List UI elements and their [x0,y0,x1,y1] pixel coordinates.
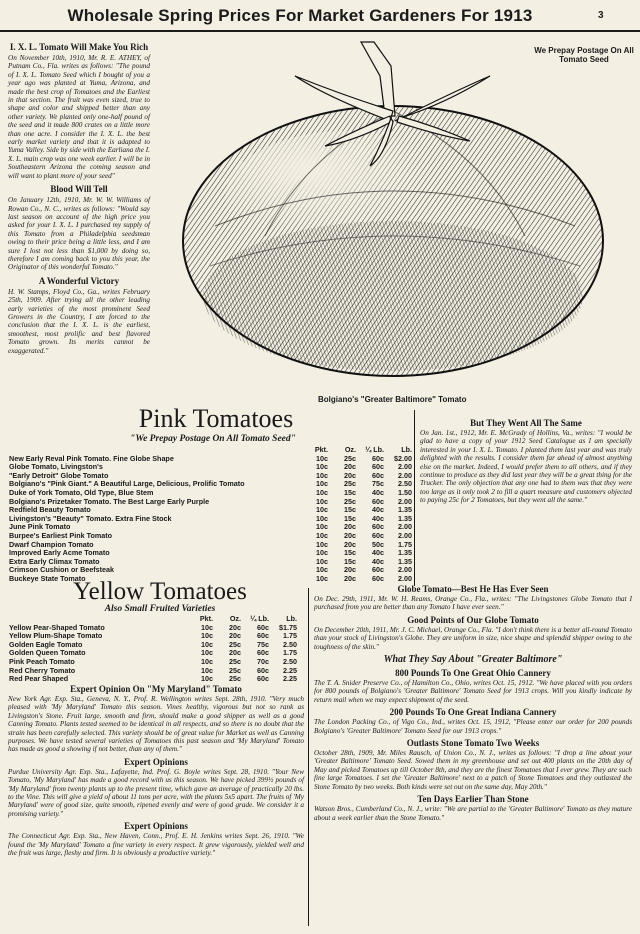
price-cell: 2.50 [283,656,297,666]
price-cell: 25c [229,674,241,684]
price-cell: 2.00 [398,530,412,540]
variety-name: Improved Early Acme Tomato [9,548,110,558]
price-cell: 40c [372,548,384,558]
price-cell: 10c [201,674,213,684]
price-cell: 1.50 [398,487,412,497]
header-rule [0,30,640,32]
price-cell: 2.25 [283,665,297,675]
price-cell: 25c [344,496,356,506]
price-cell: 60c [257,674,269,684]
variety-name: Bolgiano's "Pink Giant." A Beautiful Large, Delicious, Prolific Tomato [9,479,245,489]
indiana-text: The London Packing Co., of Vigo Co., Ind., writes Oct. 15, 1912, "Please enter our order for 200 pounds Bolgiano's 'Greater Baltimore' Tomato Seed for our 1913 crops." [314,718,632,735]
tendays-heading: Ten Days Earlier Than Stone [417,794,529,805]
price-cell: 10c [316,573,328,583]
price-cell: 20c [344,522,356,532]
price-cell: 1.35 [398,505,412,515]
price-cell: 10c [316,453,328,463]
price-cell: 20c [229,631,241,641]
price-cell: 10c [316,496,328,506]
price-cell: 10c [201,639,213,649]
price-cell: 20c [229,622,241,632]
yellow-column-header: ¼ Lb. [250,614,269,623]
price-cell: 20c [344,565,356,575]
yellow-column-header: Oz. [229,614,241,623]
ohio-text: The T. A. Snider Preserve Co., of Hamilton Co., Ohio, writes Oct. 15, 1912. "We have placed with you orders for 800 pounds of Bolgiano's 'Greater Baltimore' Tomato Seed for 1913 crops. Will you kindly indicate by return mail when we may expect shipment of the seed. [314,679,632,704]
blood-heading: Blood Will Tell [50,184,108,195]
price-cell: 2.00 [398,462,412,472]
price-cell: 10c [201,665,213,675]
maryland-text: New York Agr. Exp. Sta., Geneva, N. Y., Prof. R. Wellington writes Sept. 28th, 1910. "Very much pleased with 'My Maryland' Tomato this season. Vines healthy, vigorous but not so rank as Livingston's Stone. Fruit large, smooth and firm, should make a good shipper as well as a good Canning Tomato. Plants tested seemed to be identical in all respects, and so there is no doubt that the strain has been carefully selected. This variety should be of great value for Market as well as Canning purposes. We have tested several varieties of Tomatoes this past season and 'My Maryland' Tomato has made as good a showing if not better, than any of them." [8,695,304,754]
outlasts-heading: Outlasts Stone Tomato Two Weeks [406,738,540,749]
variety-name: Bolgiano's Prizetaker Tomato. The Best Large Early Purple [9,496,210,506]
left-testimonials [8,42,150,355]
tomato-illustration [155,36,633,401]
price-cell: 60c [372,470,384,480]
ixl-text: On November 10th, 1910, Mr. R. E. ATHEY, of Putnam Co., Fla. writes as follows: "The pound of I. X. L. Tomato Seed which I bought of you a year ago was planted at Yuma, Arizona, and made the best crop of Tomatoes and the Earliest in that section. The fruit was even sized, true to shape and color and shipped better than any other variety. We planted only one-half pound of the seed and it made 800 crates on a little more than one acre. I consider the I. X. L. the best early market variety and that it is adapted to Yuma Valley. Side by side with the Earliana the I. X. L. main crop was one week earlier. I will be in Southeastern Arizona the coming season and will want to plant more of your seed" [8,54,150,180]
price-cell: 20c [229,648,241,658]
price-cell: 1.35 [398,513,412,523]
indiana-heading: 200 Pounds To One Great Indiana Cannery [389,707,557,718]
price-cell: 70c [257,656,269,666]
outlasts-text: October 28th, 1909, Mr. Miles Rausch, of Union Co., N. J., writes as follows: "I drop a line about your 'Greater Baltimore' Tomato Seed. Sowed them in my greenhouse and set out 400 plants on the 20th day of May and picked Tomatoes up till October 8th, and they are the finest Tomatoes that I ever grew. They are such fine large Tomatoes. I set the 'Greater Baltimore' next to a patch of Stone Tomatoes and they outlasted the Stone Tomato by two weeks. Both kinds were set out on the same day, May 20th." [314,749,632,791]
expert2-heading: Expert Opinions [124,821,188,832]
variety-name: June Pink Tomato [9,522,71,532]
price-cell: 2.00 [398,496,412,506]
pink-column-header: Lb. [401,445,412,454]
price-cell: $2.00 [394,453,412,463]
price-cell: 25c [344,479,356,489]
price-cell: 10c [316,505,328,515]
went-text: On Jan. 1st., 1912, Mr. E. McGrady of Hollins, Va., writes: "I would be glad to have a copy of your 1912 Seed Catalogue as I am specially interested in your I. X. L. Tomato. I planted them last year and was truly delighted with the results. I consider them far ahead of almost anything else on the market. Indeed, I would prefer them to all others, and if they continue to produce as they did last year they will be a great thing for the Trucker. The only objection that any one had to them was that they were too large as it only took 2 to fill a quart measure and customers objected to paying 25c for 2 Tomatoes, but they went all the same." [420,429,632,505]
price-cell: 20c [344,470,356,480]
price-cell: 60c [257,665,269,675]
pink-price-table [8,446,413,584]
right-testimonials [314,584,632,822]
price-cell: 10c [316,565,328,575]
price-cell: 10c [201,631,213,641]
price-cell: 2.00 [398,573,412,583]
variety-name: New Early Reval Pink Tomato. Fine Globe Shape [9,453,174,463]
price-cell: 10c [316,470,328,480]
price-cell: 15c [344,505,356,515]
price-cell: 10c [316,462,328,472]
price-cell: 2.00 [398,522,412,532]
price-cell: 10c [201,648,213,658]
globe-heading: Globe Tomato—Best He Has Ever Seen [397,584,549,594]
price-cell: 75c [257,639,269,649]
price-cell: 2.50 [283,639,297,649]
maryland-heading: Expert Opinion On "My Maryland" Tomato [70,684,242,694]
variety-name: Red Cherry Tomato [9,665,76,675]
price-cell: 20c [344,573,356,583]
price-cell: 60c [257,648,269,658]
price-cell: 40c [372,513,384,523]
prepay-note: We Prepay Postage On All Tomato Seed [534,46,634,64]
price-cell: 40c [372,505,384,515]
price-cell: 10c [316,522,328,532]
victory-text: H. W. Stamps, Floyd Co., Ga., writes February 25th, 1909. After trying all the other leading early varieties of the most prominent Seed Growers in the Country, I am forced to the conclusion that the I. X. L. is the earliest, smoothest, most prolific and best flavored Tomato grown. Its merits cannot be exaggerated." [8,287,150,355]
variety-name: Golden Eagle Tomato [9,639,83,649]
tendays-text: Watson Bros., Cumberland Co., N. J., write: "We are partial to the 'Greater Baltimore' Tomato as they mature about a week earlier than the Stone Tomato." [314,805,632,822]
yellow-price-table [8,615,298,684]
column-divider-lower [308,588,309,926]
price-cell: 10c [201,656,213,666]
pink-column-header: Oz. [344,445,356,454]
ohio-heading: 800 Pounds To One Great Ohio Cannery [395,668,551,679]
say-heading: What They Say About "Greater Baltimore" [383,654,563,666]
illustration-caption: Bolgiano's "Greater Baltimore" Tomato [318,395,467,404]
expert-opinions [8,684,304,858]
expert1-text: Purdue University Agr. Exp. Sta., Lafayette, Ind. Prof. G. Boyle writes Sept. 28, 1910. "Your New Tomato, 'My Maryland' has made a good record with us this season. We have picked 399½ pounds of 'My Maryland' from twenty plants up to the present time, which gave an average of practically 20 lbs. to the Vine. This will give a yield of about 11 tons per acre, with the plants 5x5 apart. The fruits of 'My Maryland' were of good size, quite smooth, ripened evenly and were of good grade. We consider it a promising variety." [8,767,304,818]
variety-name: Dwarf Champion Tomato [9,539,94,549]
yellow-subtitle: Also Small Fruited Varieties [104,604,216,614]
price-cell: 40c [372,556,384,566]
variety-name: Buckeye State Tomato [9,573,86,583]
expert2-text: The Connecticut Agr. Exp. Sta., New Haven, Conn., Prof. E. H. Jenkins writes Sept. 26, 1910. "We found the 'My Maryland' Tomato a fine variety in every respect. It grew vigorously, yielded well and the fruit was large, fleshy and firm. It is obviously a productive variety." [8,832,304,858]
table-row [8,675,298,684]
yellow-title: Yellow Tomatoes [73,578,247,605]
price-cell: 20c [344,539,356,549]
pink-column-header: ¼ Lb. [365,445,384,454]
went-heading: But They Went All The Same [470,418,582,428]
price-cell: 60c [372,462,384,472]
price-cell: 10c [201,622,213,632]
variety-name: Globe Tomato, Livingston's [9,462,103,472]
price-cell: 60c [372,496,384,506]
variety-name: Yellow Pear-Shaped Tomato [9,622,105,632]
price-cell: 25c [229,656,241,666]
price-cell: 1.35 [398,548,412,558]
yellow-column-header: Pkt. [199,614,213,623]
page-title: Wholesale Spring Prices For Market Gardeners For 1913 [67,6,533,25]
pink-column-header: Pkt. [314,445,328,454]
price-cell: 1.35 [398,556,412,566]
price-cell: 60c [372,522,384,532]
price-cell: 2.00 [398,565,412,575]
variety-name: "Early Detroit" Globe Tomato [9,470,109,480]
price-cell: 10c [316,539,328,549]
pink-title: Pink Tomatoes [138,404,294,433]
price-cell: 10c [316,513,328,523]
pink-subtitle: "We Prepay Postage On All Tomato Seed" [130,434,296,444]
went-block [420,418,632,505]
variety-name: Crimson Cushion or Beefsteak [9,565,115,575]
price-cell: 60c [372,565,384,575]
variety-name: Pink Peach Tomato [9,656,75,666]
variety-name: Yellow Plum-Shape Tomato [9,631,103,641]
price-cell: 1.75 [283,648,297,658]
price-cell: 2.50 [398,479,412,489]
price-cell: 1.75 [283,631,297,641]
points-heading: Good Points of Our Globe Tomato [407,614,539,625]
variety-name: Red Pear Shaped [9,674,69,684]
price-cell: 50c [372,539,384,549]
variety-name: Extra Early Climax Tomato [9,556,100,566]
price-cell: 10c [316,530,328,540]
variety-name: Burpee's Earliest Pink Tomato [9,530,113,540]
price-cell: 15c [344,487,356,497]
ixl-heading: I. X. L. Tomato Will Make You Rich [9,42,149,52]
price-cell: 20c [344,462,356,472]
price-cell: 40c [372,487,384,497]
price-cell: 15c [344,548,356,558]
price-cell: 20c [344,530,356,540]
column-divider-upper [414,410,415,586]
price-cell: $1.75 [279,622,297,632]
blood-text: On January 12th, 1910, Mr. W. W. Williams of Rowan Co., N. C., writes as follows: "Would say last season on account of the high price you asked for your I. X. L. I purchased my supply of this Tomato from a Philadelphia seedsman owing to their price being a little less, and I am sure I lost not less than $1,000 by doing so, therefore I am coming back to you this year, the Originator of this wonderful Tomato." [8,196,150,272]
price-cell: 60c [372,530,384,540]
variety-name: Redfield Beauty Tomato [9,505,91,515]
victory-heading: A Wonderful Victory [38,275,120,286]
variety-name: Duke of York Tomato, Old Type, Blue Stem [9,487,154,497]
price-cell: 2.00 [398,470,412,480]
expert1-heading: Expert Opinions [124,756,188,767]
price-cell: 2.25 [283,674,297,684]
price-cell: 25c [344,453,356,463]
page-number: 3 [598,10,604,21]
price-cell: 10c [316,479,328,489]
price-cell: 15c [344,556,356,566]
price-cell: 60c [372,573,384,583]
price-cell: 10c [316,548,328,558]
price-cell: 10c [316,487,328,497]
price-cell: 60c [257,631,269,641]
variety-name: Golden Queen Tomato [9,648,86,658]
variety-name: Livingston's "Beauty" Tomato. Extra Fine Stock [9,513,172,523]
price-cell: 25c [229,639,241,649]
price-cell: 10c [316,556,328,566]
price-cell: 75c [372,479,384,489]
points-text: On December 20th, 1911, Mr. J. C. Michael, Orange Co., Fla. "I don't think there is a better all-round Tomato than your stock of Livingston's Globe. They are uniform in size, nice shape and splendid shipper owing to the toughness of the skin." [314,625,632,651]
price-cell: 25c [229,665,241,675]
price-cell: 1.75 [398,539,412,549]
price-cell: 60c [257,622,269,632]
price-cell: 60c [372,453,384,463]
price-cell: 15c [344,513,356,523]
yellow-column-header: Lb. [286,614,297,623]
globe-text: On Dec. 29th, 1911, Mr. W. H. Reams, Orange Co., Fla., writes: "The Livingstones Globe Tomato that I purchased from you are better than any Tomato I have ever seen." [314,595,632,612]
